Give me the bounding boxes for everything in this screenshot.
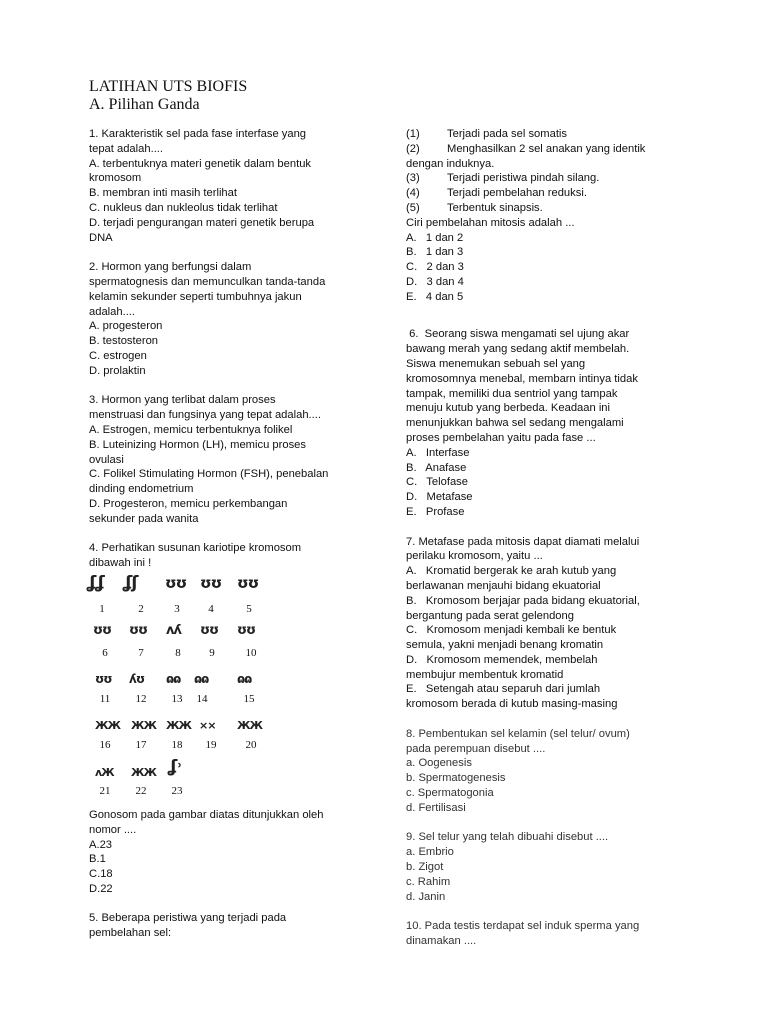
q7-option: C. Kromosom menjadi kembali ke bentuk: [406, 624, 617, 637]
q9-option: b. Zigot: [406, 861, 444, 874]
q3-option: D. Progesteron, memicu perkembangan: [89, 497, 288, 510]
karyotype-label: 1: [99, 602, 105, 615]
q5-item: [406, 186, 690, 201]
karyotype-label: 10: [245, 646, 257, 659]
chromosome-pair-icon: ЖЖ: [95, 718, 120, 732]
q1-text: tepat adalah....: [89, 142, 164, 155]
q8-option: d. Fertilisasi: [406, 801, 466, 814]
q6-text: kromosomnya menebal, membarn intinya tidak: [406, 372, 638, 385]
q3-option: B. Luteinizing Hormon (LH), memicu proses: [89, 438, 306, 451]
q10-text: dinamakan ....: [406, 935, 477, 948]
q5-item: [406, 127, 690, 142]
q7-text: perilaku kromosom, yaitu ...: [406, 550, 543, 563]
q7-option: bergantung pada serat gelendong: [406, 609, 574, 622]
chromosome-pair-icon: ʆʃ: [123, 572, 138, 593]
q2-option: D. prolaktin: [89, 364, 146, 377]
karyotype-label: 5: [246, 602, 252, 615]
question-1: [89, 127, 371, 245]
karyotype-label: 21: [99, 784, 111, 797]
karyotype-label: 18: [171, 738, 183, 751]
q1-option: DNA: [89, 231, 113, 244]
chromosome-pair-icon: ЖЖ: [131, 718, 156, 732]
q5-item-number: (5): [406, 201, 420, 214]
q3-option: ovulasi: [89, 453, 124, 466]
q2-text: spermatognesis dan memunculkan tanda-tanda: [89, 275, 326, 288]
q2-option: A. progesteron: [89, 320, 163, 333]
q8-option: b. Spermatogenesis: [406, 772, 506, 785]
q1-text: 1. Karakteristik sel pada fase interfase yang: [89, 128, 307, 140]
q3-text: 3. Hormon yang terlibat dalam proses: [89, 394, 276, 407]
q6-option: C. Telofase: [406, 476, 468, 489]
q2-option: C. estrogen: [89, 349, 147, 362]
q2-text: kelamin sekunder seperti tumbuhnya jakun: [89, 290, 302, 303]
q4-option: B.1: [89, 853, 106, 866]
q4-option: A.23: [89, 838, 113, 851]
q7-option: B. Kromosom berjajar pada bidang ekuatorial,: [406, 594, 640, 607]
chromosome-pair-icon: ɷɷ: [166, 671, 181, 686]
q5-option: A. 1 dan 2: [406, 231, 464, 244]
chromosome-pair-icon: ЖЖ: [237, 718, 262, 732]
karyotype-label: 17: [135, 738, 147, 751]
question-7: [406, 535, 690, 713]
karyotype-label: 2: [138, 602, 144, 615]
doc-subtitle: A. Pilihan Ganda: [89, 96, 200, 113]
doc-title: LATIHAN UTS BIOFIS: [89, 78, 248, 95]
q5-item-number: (2): [406, 142, 420, 155]
karyotype-label: 23: [171, 784, 183, 797]
chromosome-pair-icon: ʊʊ: [93, 622, 112, 638]
q5-item-text: Terjadi pembelahan reduksi.: [447, 187, 587, 200]
question-10: [406, 919, 690, 949]
q5-option: E. 4 dan 5: [406, 290, 464, 303]
question-5-intro: [89, 911, 371, 941]
q7-option: A. Kromatid bergerak ke arah kutub yang: [406, 565, 617, 578]
q5-item: [406, 142, 690, 157]
q6-text: Siswa menemukan sebuah sel yang: [406, 357, 586, 370]
chromosome-pair-icon: ʊʊ: [237, 622, 256, 638]
q5-option: C. 2 dan 3: [406, 261, 464, 274]
q6-text: proses pembelahan yaitu pada fase ...: [406, 431, 596, 444]
karyotype-label: 8: [175, 646, 181, 659]
q8-text: 8. Pembentukan sel kelamin (sel telur/ ovum): [406, 727, 630, 740]
q9-option: d. Janin: [406, 890, 446, 903]
question-4: [89, 541, 371, 896]
chromosome-pair-icon: ʆʆ: [87, 572, 104, 593]
karyotype-label: 22: [135, 784, 147, 797]
question-5-items: [406, 127, 690, 305]
karyotype-label: 3: [174, 602, 180, 615]
karyotype-label: 4: [208, 602, 214, 615]
chromosome-pair-icon: ʊʊ: [165, 573, 187, 592]
q5-item-continued: dengan induknya.: [406, 157, 495, 170]
karyotype-label: 20: [245, 738, 257, 751]
q1-option: D. terjadi pengurangan materi genetik berupa: [89, 216, 315, 229]
q7-option: D. Kromosom memendek, membelah: [406, 653, 598, 666]
q6-option: A. Interfase: [406, 446, 470, 459]
chromosome-pair-icon: ʌʎ: [166, 622, 181, 638]
q3-option: dinding endometrium: [89, 483, 194, 496]
q6-text: menuju kutub yang berbeda. Keadaan ini: [406, 402, 611, 415]
karyotype-image: [85, 574, 285, 806]
q8-option: a. Oogenesis: [406, 757, 472, 770]
chromosome-pair-icon: ʊʊ: [237, 573, 259, 592]
q4-text: dibawah ini !: [89, 557, 152, 570]
chromosome-pair-icon: ʊʊ: [200, 622, 219, 638]
q2-option: B. testosteron: [89, 335, 159, 348]
q1-option: B. membran inti masih terlihat: [89, 187, 237, 200]
q7-option: kromosom berada di kutub masing-masing: [406, 698, 618, 711]
q5-item: [406, 201, 690, 216]
chromosome-pair-icon: ɷɷ: [237, 671, 252, 686]
left-column: [89, 127, 371, 941]
karyotype-label: 19: [205, 738, 217, 751]
q5-item-number: (3): [406, 172, 420, 185]
right-column: [406, 127, 690, 949]
karyotype-label: 12: [135, 692, 147, 705]
chromosome-pair-icon: ʊʊ: [129, 622, 148, 638]
karyotype-label: 16: [99, 738, 111, 751]
q5-text: pembelahan sel:: [89, 927, 172, 940]
q5-question: Ciri pembelahan mitosis adalah ...: [406, 216, 575, 229]
karyotype-label: 11: [99, 692, 111, 705]
chromosome-pair-icon: ʌЖ: [95, 765, 114, 779]
question-8: [406, 727, 690, 816]
q5-option: D. 3 dan 4: [406, 275, 464, 288]
q1-option: A. terbentuknya materi genetik dalam bentuk: [89, 157, 312, 170]
q7-text: 7. Metafase pada mitosis dapat diamati melalui: [406, 535, 640, 548]
karyotype-label: 15: [243, 692, 255, 705]
q6-text: tampak, memiliki dua sentriol yang tampak: [406, 387, 618, 400]
q5-item-text: Terjadi peristiwa pindah silang.: [447, 172, 600, 185]
q3-option: C. Folikel Stimulating Hormon (FSH), penebalan: [89, 468, 329, 481]
q3-text: menstruasi dan fungsinya yang tepat adalah....: [89, 409, 321, 422]
q8-text: pada perempuan disebut ....: [406, 742, 546, 755]
q4-text: nomor ....: [89, 823, 137, 836]
q5-text: 5. Beberapa peristiwa yang terjadi pada: [89, 912, 287, 925]
q7-option: semula, yakni menjadi benang kromatin: [406, 639, 604, 652]
q7-option: E. Setengah atau separuh dari jumlah: [406, 683, 601, 696]
q1-option: kromosom: [89, 172, 142, 185]
q8-option: c. Spermatogonia: [406, 787, 494, 800]
chromosome-pair-icon: ɷɷ: [194, 671, 209, 686]
q9-option: c. Rahim: [406, 875, 451, 888]
q5-item-number: (1): [406, 128, 420, 140]
q2-text: adalah....: [89, 305, 136, 318]
q10-text: 10. Pada testis terdapat sel induk sperma yang: [406, 920, 640, 933]
q9-text: 9. Sel telur yang telah dibuahi disebut ....: [406, 831, 609, 844]
q5-option: B. 1 dan 3: [406, 246, 464, 259]
q6-text: 6. Seorang siswa mengamati sel ujung akar: [406, 328, 630, 341]
q5-item-text: Terjadi pada sel somatis: [447, 128, 568, 140]
q9-option: a. Embrio: [406, 846, 454, 859]
q2-text: 2. Hormon yang berfungsi dalam: [89, 261, 252, 274]
q1-option: C. nukleus dan nukleolus tidak terlihat: [89, 201, 278, 214]
q6-option: E. Profase: [406, 505, 465, 518]
q4-text: 4. Perhatikan susunan kariotipe kromosom: [89, 542, 302, 555]
karyotype-label: 13: [171, 692, 183, 705]
chromosome-pair-icon: ʊʊ: [95, 671, 112, 686]
q7-option: berlawanan menjauhi bidang ekuatorial: [406, 579, 601, 592]
q6-text: menunjukkan bahwa sel sedang mengalami: [406, 417, 624, 430]
q3-option: A. Estrogen, memicu terbentuknya folikel: [89, 423, 293, 436]
q4-text: Gonosom pada gambar diatas ditunjukkan oleh: [89, 808, 324, 821]
q5-item-text: Menghasilkan 2 sel anakan yang identik: [447, 142, 646, 155]
q5-item: [406, 171, 690, 186]
q5-item-text: Terbentuk sinapsis.: [447, 201, 543, 214]
q4-option: C.18: [89, 868, 113, 881]
q3-option: sekunder pada wanita: [89, 512, 199, 525]
q7-option: membujur membentuk kromatid: [406, 668, 564, 681]
q6-option: B. Anafase: [406, 461, 467, 474]
q6-text: bawang merah yang sedang aktif membelah.: [406, 343, 630, 356]
karyotype-label: 7: [138, 646, 144, 659]
q6-option: D. Metafase: [406, 491, 473, 504]
chromosome-pair-icon: ЖЖ: [131, 765, 156, 779]
chromosome-pair-icon: ʆ˒: [168, 756, 182, 777]
question-9: [406, 830, 690, 904]
chromosome-pair-icon: ʊʊ: [200, 573, 222, 592]
chromosome-pair-icon: ЖЖ: [166, 718, 191, 732]
chromosome-pair-icon: ××: [199, 718, 216, 732]
q4-option: D.22: [89, 882, 113, 895]
q5-item-number: (4): [406, 187, 420, 200]
question-3: [89, 393, 371, 526]
karyotype-label: 9: [209, 646, 215, 659]
question-6: [406, 327, 690, 519]
karyotype-label: 14: [196, 692, 208, 705]
karyotype-label: 6: [102, 646, 108, 659]
question-2: [89, 260, 371, 378]
chromosome-pair-icon: ʎʊ: [129, 671, 145, 686]
